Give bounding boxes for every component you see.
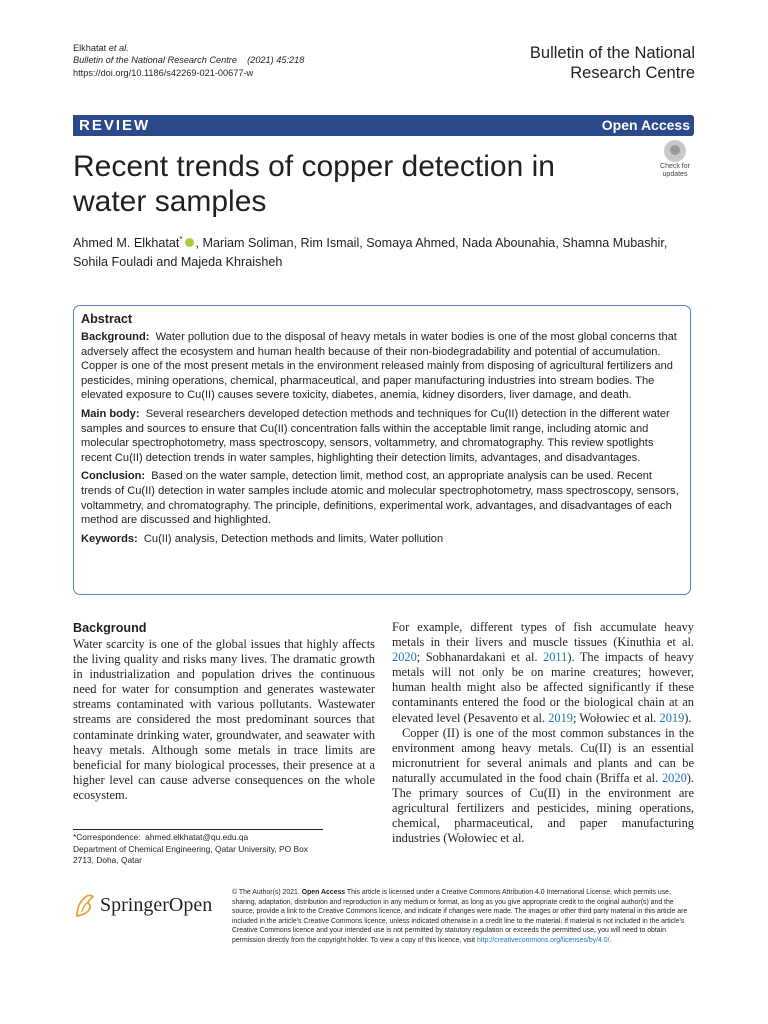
article-meta [73,42,304,79]
citation-link[interactable]: 2011 [543,650,568,665]
journal-title: Bulletin of the National Research Centre [529,44,695,82]
author-list: Ahmed M. Elkhatat* , Mariam Soliman, Rim Ismail, Somaya Ahmed, Nada Abounahia, Shamna Mubashir, Sohila Fouladi and Majeda Khraisheh [73,235,668,270]
journal-name-italic: Bulletin of the National Research Centre [73,55,237,66]
citation-link[interactable]: 2019 [659,710,685,725]
abstract-keywords: Keywords: Cu(II) analysis, Detection methods and limits, Water pollution [81,532,444,545]
crossmark-icon [664,140,686,162]
first-author[interactable]: Ahmed M. Elkhatat [73,236,180,251]
abstract-conclusion: Conclusion: Based on the water sample, detection limit, method cost, an appropriate analysis can be used. Recent trends of Cu(II) detection in water samples include atomic and molecular spectrophotometry, mass spectroscopy, sensors, voltammetry, and chromatography. The principle, definitions, experimental work, advantages, and disadvantages of each method are discussed and highlighted. [81,470,679,527]
license-text: © The Author(s) 2021. Open Access This article is licensed under a Creative Commons Attribution 4.0 International License, which permits use, sharing, adaptation, distribution and reproduction in any medium or format, as long as you give appropriate credit to the original author(s) and the source, provide a link to the Creative Commons licence, and indicate if changes were made. The images or other third party material in this article are included in the article's Creative Commons licence, unless indicated otherwise in a credit line to the material. If material is not included in the article's Creative Commons licence and your intended use is not permitted by statutory regulation or exceeds the permitted use, you will need to obtain permission directly from the copyright holder. To view a copy of this licence, visit http://creativecommons.org/licenses/by/4.0/. [232,889,688,944]
article-type-label: REVIEW [79,117,151,134]
abstract-box [73,305,691,595]
running-authors: Elkhatat et al. [73,43,129,53]
body-paragraph: Copper (II) is one of the most common substances in the environment among heavy metals. Cu(II) is an essential micronutrient for several animals and plants and can be naturally accumulated in the food chain (Briffa et al. 2020). The primary sources of Cu(II) in the environment are agricultural fertilizers and pesticides, mining operations, chemical, pharmaceutical, and paper manufacturing industries (Wołowiec et al. [392,725,694,846]
orcid-icon[interactable] [185,238,194,247]
citation-line: Bulletin of the National Research Centre (2021) 45:218 [73,55,305,66]
springer-horse-icon [73,892,95,918]
correspondence-note: *Correspondence: ahmed.elkhatat@qu.edu.qa Department of Chemical Engineering, Qatar University, PO Box 2713, Doha, Qatar [73,829,323,867]
abstract-main-body: Main body: Several researchers developed detection methods and techniques for Cu(II) detection in the different water samples and sources to ensure that Cu(II) concentration falls within the acceptable limit range, including atomic and molecular spectrophotometry, mass spectroscopy, sensors, voltammetry, and chromatography. This review spotlights recent Cu(II) detection trends in water samples, highlighting their detection limits, advantages, and disadvantages. [81,407,670,464]
springer-open-logo: SpringerOpen [73,892,212,918]
abstract-heading: Abstract [81,312,133,326]
body-paragraph: Water scarcity is one of the global issues that highly affects the living quality and risks many lives. The dramatic growth in industrialization and population drives the continuous need for water for consumption and generates wastewater streams contaminated with various pollutants. Wastewater streams are considered the most predominant sources that contaminate drinking water, groundwater, and seawater with heavy metals. Although some metals in trace limits are beneficial for many biological processes, their presence at a higher level can cause adverse consequences on the whole ecosystem. [73,637,375,802]
article-title: Recent trends of copper detection in water samples [73,150,555,218]
abstract-background: Background: Water pollution due to the disposal of heavy metals in water bodies is one of the most global concerns that adversely affect the ecosystem and human health because of their non-biodegradability and potential of accumulation. Copper is one of the most present metals in the environment released mainly from disposing of agricultural fertilizers and pesticides, mining operations, chemical, pharmaceutical, and paper manufacturing industries into stream bodies. The elevated exposure to Cu(II) causes severe toxicity, diabetes, anemia, kidney disorders, liver damage, and death. [81,331,677,402]
open-access-label: Open Access [601,117,690,133]
citation-link[interactable]: 2020 [661,770,687,785]
citation-link[interactable]: 2019 [548,710,573,725]
license-link[interactable]: http://creativecommons.org/licenses/by/4.0/ [476,936,610,944]
citation-link[interactable]: 2020 [392,650,417,665]
body-column-right [392,620,694,846]
body-column-left [73,620,375,803]
article-type-banner [73,115,694,136]
section-heading-background: Background [73,621,147,635]
body-paragraph: For example, different types of fish accumulate heavy metals in their livers and muscle tissues (Kinuthia et al. 2020; Sobhanardakani et al. 2011). The impacts of heavy metals will not only be on marine creatures; however, human health might also be affected significantly if these contaminants entered the food or the biological chain at an elevated level (Pesavento et al. 2019; Wołowiec et al. 2019). [392,620,694,725]
doi-link[interactable]: https://doi.org/10.1186/s42269-021-00677-w [73,67,254,78]
correspondence-email[interactable]: ahmed.elkhatat@qu.edu.qa [145,832,249,842]
check-for-updates-button[interactable]: Check for updates [655,140,695,180]
